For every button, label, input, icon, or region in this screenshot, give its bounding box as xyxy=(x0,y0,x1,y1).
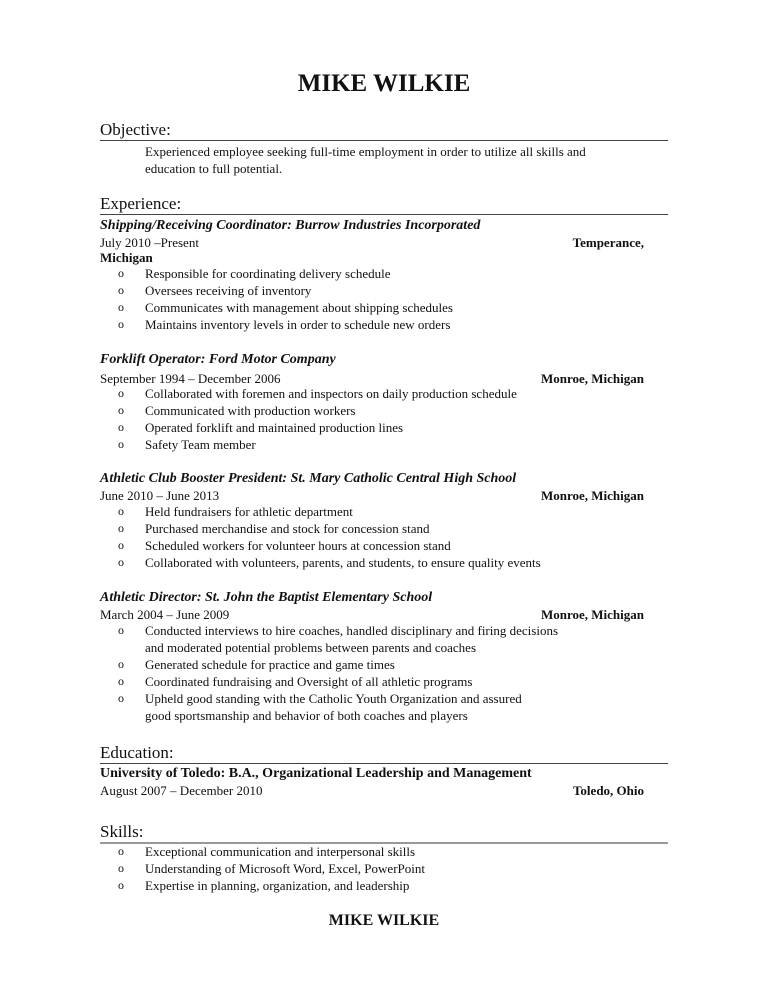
bullet-icon: o xyxy=(118,437,124,451)
bullet-icon: o xyxy=(118,674,124,688)
objective-line-1: Experienced employee seeking full-time employment in order to utilize all skills and xyxy=(145,144,586,159)
job-location: Monroe, Michigan xyxy=(540,371,644,386)
bullet-icon: o xyxy=(118,504,124,518)
list-item: Communicated with production workers xyxy=(145,403,356,418)
list-item: Collaborated with volunteers, parents, and students, to ensure quality events xyxy=(145,555,541,570)
job-title: Shipping/Receiving Coordinator: Burrow Industries Incorporated xyxy=(100,218,481,233)
job-location: Monroe, Michigan xyxy=(540,607,644,622)
list-item: Conducted interviews to hire coaches, handled disciplinary and firing decisions xyxy=(145,623,558,638)
list-item: Collaborated with foremen and inspectors on daily production schedule xyxy=(145,386,517,401)
bullet-icon: o xyxy=(118,386,124,400)
list-item: Held fundraisers for athletic department xyxy=(145,504,353,519)
resume-name-header: MIKE WILKIE xyxy=(297,70,471,97)
job-dates: September 1994 – December 2006 xyxy=(100,371,281,386)
skills-heading: Skills: xyxy=(100,822,668,844)
list-item: Oversees receiving of inventory xyxy=(145,283,312,298)
bullet-icon: o xyxy=(118,861,124,875)
education-location: Toledo, Ohio xyxy=(572,783,644,798)
job-location-wrap: Michigan xyxy=(100,250,153,265)
list-item: Upheld good standing with the Catholic Youth Organization and assured xyxy=(145,691,522,706)
education-dates: August 2007 – December 2010 xyxy=(100,783,263,798)
job-title: Forklift Operator: Ford Motor Company xyxy=(100,352,336,367)
bullet-icon: o xyxy=(118,657,124,671)
list-item: Maintains inventory levels in order to schedule new orders xyxy=(145,317,451,332)
bullet-icon: o xyxy=(118,691,124,705)
job-location: Monroe, Michigan xyxy=(540,488,644,503)
objective-heading: Objective: xyxy=(100,120,668,141)
job-dates: June 2010 – June 2013 xyxy=(100,488,220,503)
skill-item: Exceptional communication and interpersonal skills xyxy=(145,844,416,859)
footer-name: MIKE WILKIE xyxy=(328,912,440,929)
bullet-icon: o xyxy=(118,623,124,637)
bullet-icon: o xyxy=(118,300,124,314)
list-item: Communicates with management about shipping schedules xyxy=(145,300,453,315)
list-item-continued: and moderated potential problems between parents and coaches xyxy=(145,640,477,655)
job-title: Athletic Club Booster President: St. Mary Catholic Central High School xyxy=(100,471,517,486)
education-title: University of Toledo: B.A., Organizational Leadership and Management xyxy=(100,766,532,781)
list-item: Scheduled workers for volunteer hours at concession stand xyxy=(145,538,451,553)
list-item-continued: good sportsmanship and behavior of both coaches and players xyxy=(145,708,468,723)
experience-heading: Experience: xyxy=(100,194,668,215)
bullet-icon: o xyxy=(118,317,124,331)
skill-item: Expertise in planning, organization, and leadership xyxy=(145,878,410,893)
list-item: Safety Team member xyxy=(145,437,256,452)
job-dates: July 2010 –Present xyxy=(100,235,199,250)
bullet-icon: o xyxy=(118,521,124,535)
list-item: Operated forklift and maintained production lines xyxy=(145,420,404,435)
bullet-icon: o xyxy=(118,420,124,434)
bullet-icon: o xyxy=(118,844,124,858)
job-location: Temperance, xyxy=(572,235,644,250)
bullet-icon: o xyxy=(118,538,124,552)
bullet-icon: o xyxy=(118,403,124,417)
education-heading: Education: xyxy=(100,743,668,764)
bullet-icon: o xyxy=(118,878,124,892)
job-title: Athletic Director: St. John the Baptist Elementary School xyxy=(100,590,433,605)
list-item: Purchased merchandise and stock for concession stand xyxy=(145,521,430,536)
bullet-icon: o xyxy=(118,283,124,297)
list-item: Coordinated fundraising and Oversight of all athletic programs xyxy=(145,674,473,689)
objective-line-2: education to full potential. xyxy=(145,161,283,176)
bullet-icon: o xyxy=(118,266,124,280)
list-item: Generated schedule for practice and game times xyxy=(145,657,395,672)
list-item: Responsible for coordinating delivery schedule xyxy=(145,266,391,281)
job-dates: March 2004 – June 2009 xyxy=(100,607,230,622)
bullet-icon: o xyxy=(118,555,124,569)
skill-item: Understanding of Microsoft Word, Excel, PowerPoint xyxy=(145,861,425,876)
